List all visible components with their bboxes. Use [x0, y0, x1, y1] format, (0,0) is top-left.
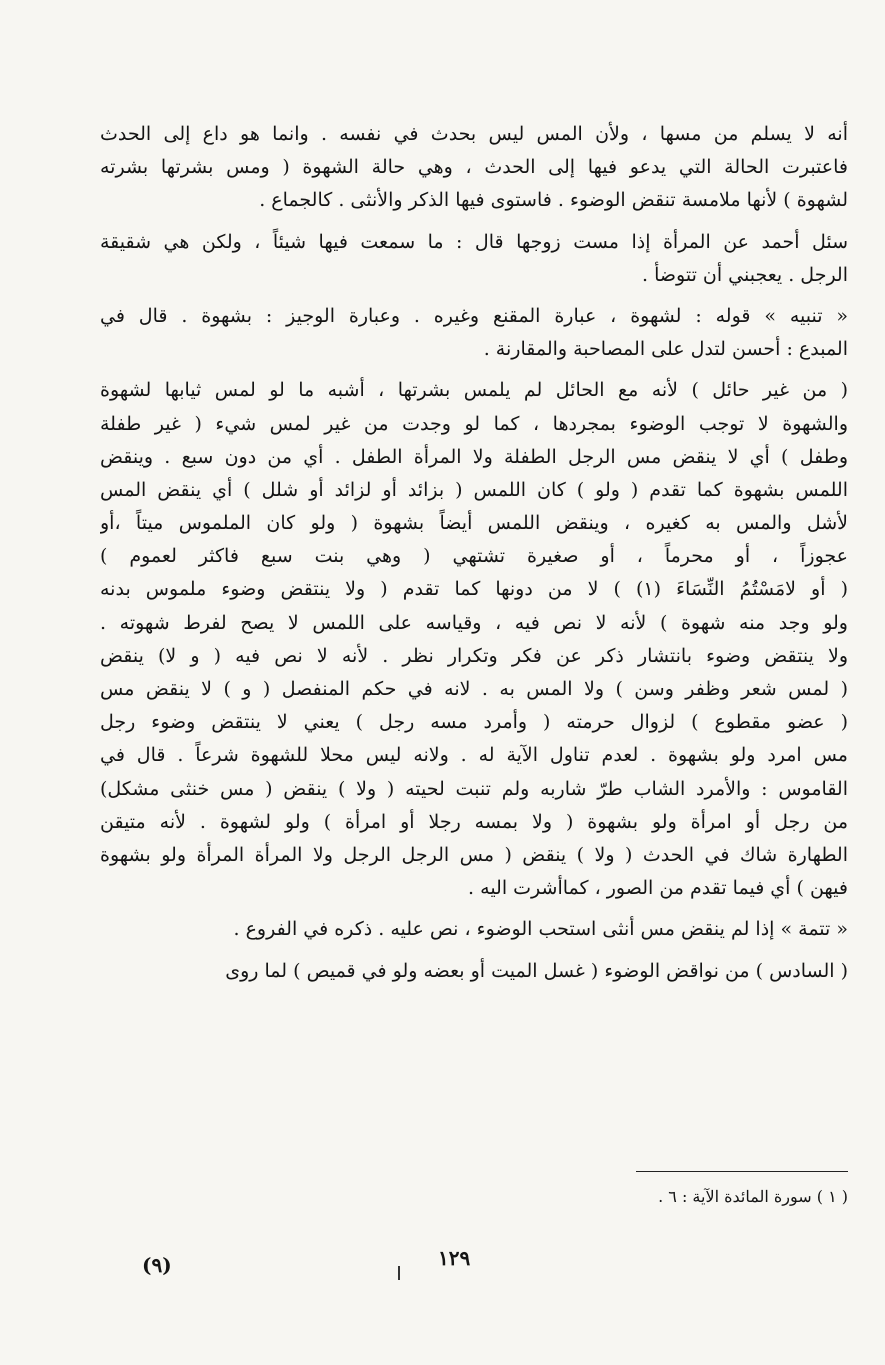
text-line: فاعتبرت الحالة التي يدعو فيها إلى الحدث ، وهي حالة الشهوة ( ومس بشرتها بشرته: [100, 156, 848, 179]
text-line: المبدع : أحسن لتدل على المصاحبة والمقارنة .: [483, 338, 848, 361]
folio-mark: [398, 1266, 400, 1280]
text-line: ولا ينتقض وضوء بانتشار ذكر عن فكر وتكرار نظر . لأنه لا نص فيه ( و لا) ينقض: [100, 644, 848, 667]
text-line: سئل أحمد عن المرأة إذا مست زوجها قال : ما سمعت فيها شيئاً ، ولكن هي شقيقة: [100, 230, 848, 253]
text-line: ( أو لامَسْتُمُ النِّسَاءَ (١) ) لا من دونها كما تقدم ( ولا ينتقض وضوء ملموس بدنه: [100, 578, 848, 601]
text-line: الرجل . يعجبني أن تتوضأ .: [642, 263, 848, 286]
text-line: القاموس : والأمرد الشاب طرّ شاربه ولم تنبت لحيته ( ولا ) ينقض ( مس خنثى مشكل): [100, 777, 848, 800]
text-line: الطهارة شاك في الحدث ( ولا ) ينقض ( مس الرجل الرجل ولا المرأة المرأة ولو بشهوة: [100, 843, 848, 866]
text-line: من رجل أو امرأة ولو بشهوة ( ولا بمسه رجلا أو امرأة ) ولو لشهوة . لأنه متيقن: [100, 810, 848, 833]
text-line: لشهوة ) لأنها ملامسة تنقض الوضوء . فاستوى فيها الذكر والأنثى . كالجماع .: [259, 189, 848, 212]
paragraph: [100, 913, 848, 946]
text-line: عجوزاً ، أو محرماً ، أو صغيرة تشتهي ( وهي بنت سبع فاكثر لعموم ): [100, 545, 848, 568]
paragraph: [100, 226, 848, 292]
paragraph: [100, 374, 848, 905]
sheet-number: (٩): [142, 1253, 172, 1277]
paragraph: [100, 955, 848, 988]
text-line: والشهوة لا توجب الوضوء بمجردها ، كما لو وجدت من غير لمس شيء ( غير طفلة: [100, 412, 848, 435]
text-line: وطفل ) أي لا ينقض مس الرجل الطفلة ولا المرأة الطفل . أي من دون سبع . وينقض: [100, 445, 848, 468]
paragraph: [100, 118, 848, 218]
footnote: ( ١ ) سورة المائدة الآية : ٦ .: [658, 1187, 848, 1206]
text-line: ( عضو مقطوع ) لزوال حرمته ( وأمرد مسه رجل ) يعني لا ينتقض وضوء رجل: [100, 711, 848, 734]
text-line: فيهن ) أي فيما تقدم من الصور ، كماأشرت اليه .: [468, 877, 848, 900]
footnote-divider: [636, 1171, 848, 1172]
text-line: ولو وجد منه شهوة ) لأنه لا نص فيه ، وقياسه على اللمس لا يصح لفرط شهوته .: [100, 611, 848, 634]
text-line: ( لمس شعر وظفر وسن ) ولا المس به . لانه في حكم المنفصل ( و ) لا ينقض مس: [100, 678, 848, 700]
text-line: ( السادس ) من نواقض الوضوء ( غسل الميت أو بعضه ولو في قميص ) لما روى: [225, 959, 848, 982]
text-line: اللمس بشهوة كما تقدم ( ولو ) كان اللمس ( بزائد أو لزائد أو شلل ) أي ينقض المس: [100, 478, 848, 501]
page-number: ١٢٩: [438, 1246, 471, 1270]
text-line: مس امرد ولو بشهوة . لعدم تناول الآية له . ولانه ليس محلا للشهوة شرعاً . قال في: [100, 744, 848, 767]
text-line: أنه لا يسلم من مسها ، ولأن المس ليس بحدث في نفسه . وانما هو داع إلى الحدث: [100, 123, 848, 145]
text-line: لأشل والمس به كغيره ، وينقض اللمس أيضاً بشهوة ( ولو كان الملموس ميتاً ،أو: [100, 512, 848, 535]
main-text: [100, 118, 848, 988]
paragraph: [100, 300, 848, 366]
text-line: « تنبيه » قوله : لشهوة ، عبارة المقنع وغيره . وعبارة الوجيز : بشهوة . قال في: [100, 304, 848, 327]
text-line: ( من غير حائل ) لأنه مع الحائل لم يلمس بشرتها ، أشبه ما لو لمس ثيابها لشهوة: [100, 379, 848, 402]
text-line: « تتمة » إذا لم ينقض مس أنثى استحب الوضوء ، نص عليه . ذكره في الفروع .: [233, 918, 848, 941]
